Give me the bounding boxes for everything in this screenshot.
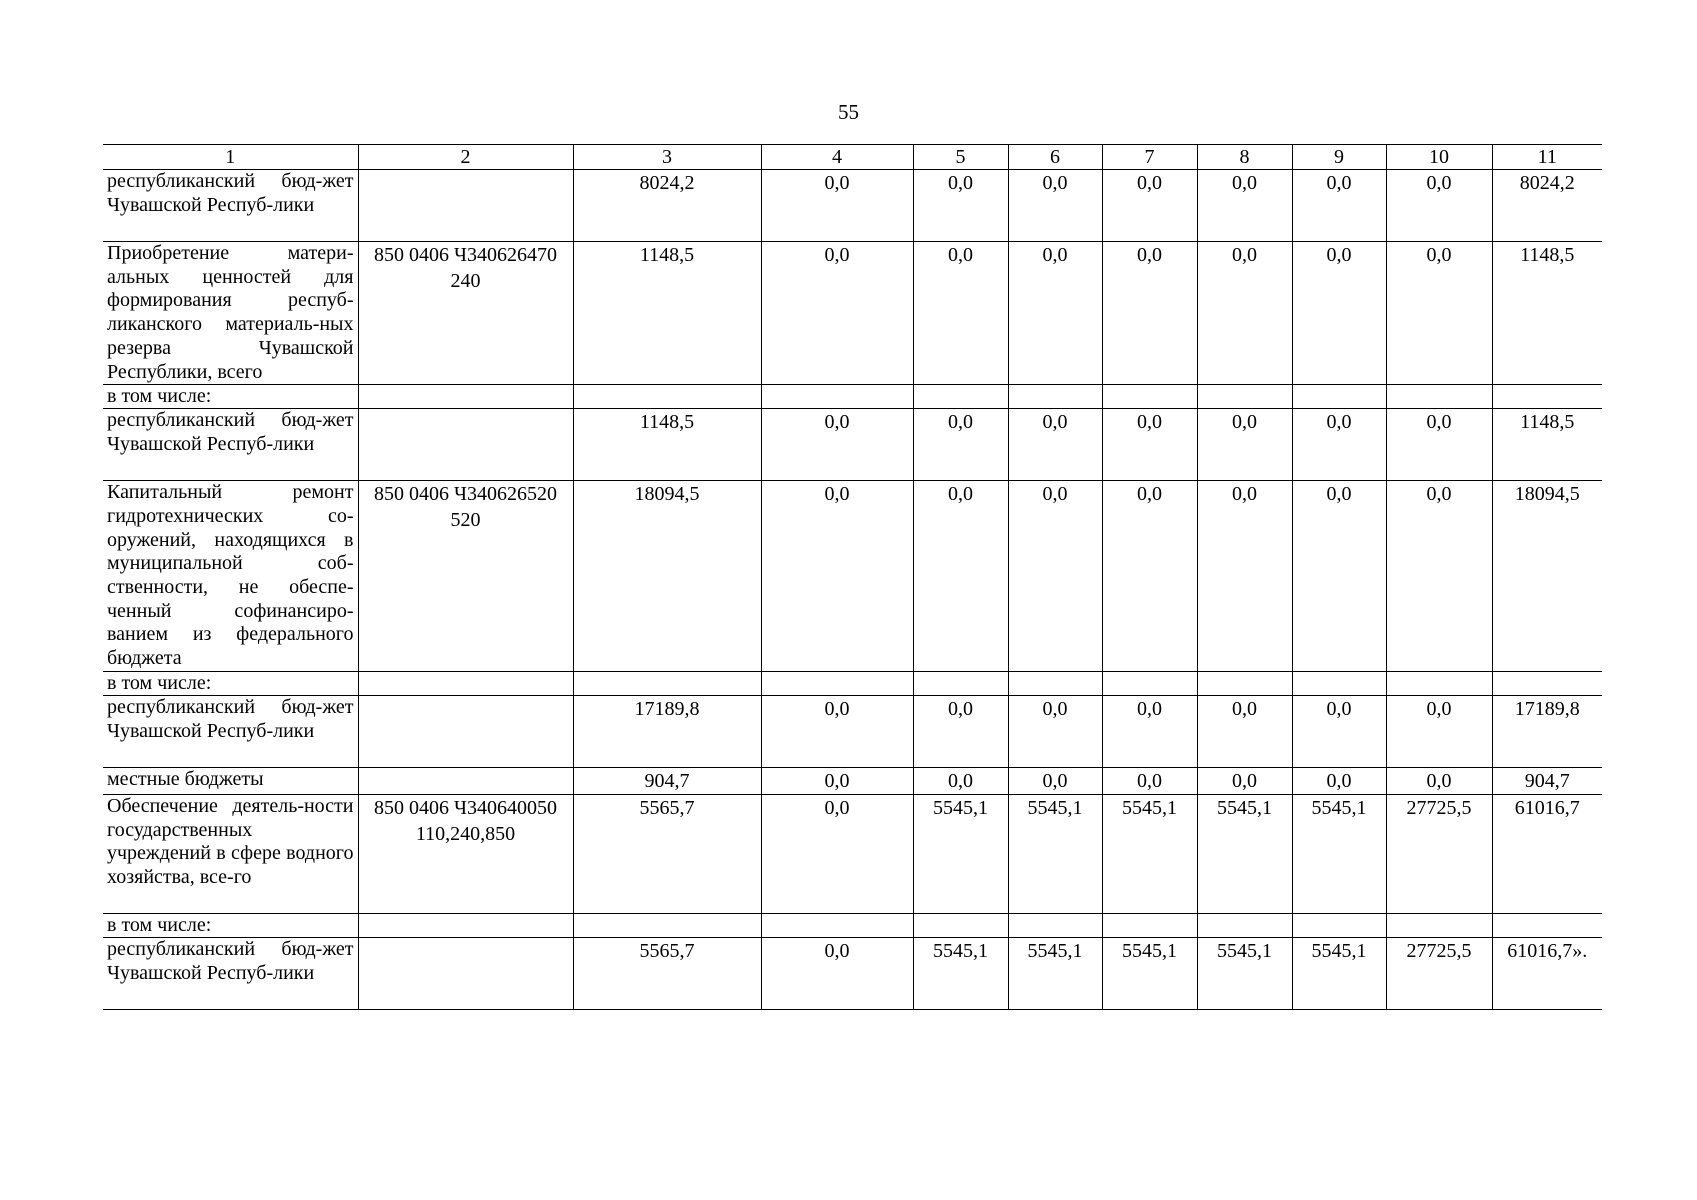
value-cell — [1102, 385, 1197, 409]
value-cell: 0,0 — [1197, 767, 1292, 794]
value-cell: 18094,5 — [573, 481, 761, 672]
column-header: 11 — [1492, 145, 1602, 170]
value-cell — [1197, 671, 1292, 695]
value-cell: 0,0 — [1008, 695, 1102, 767]
table-body — [103, 170, 1602, 1010]
value-cell: 0,0 — [1102, 767, 1197, 794]
value-cell — [1008, 385, 1102, 409]
value-cell: 0,0 — [913, 767, 1008, 794]
value-cell: 0,0 — [913, 409, 1008, 481]
value-cell: 0,0 — [913, 695, 1008, 767]
row-code-cell: 850 0406 Ч340626520 520 — [358, 481, 573, 672]
row-name-cell: местные бюджеты — [103, 767, 358, 794]
value-cell — [1292, 913, 1386, 937]
value-cell — [1292, 671, 1386, 695]
value-cell: 0,0 — [761, 409, 913, 481]
value-cell — [1492, 385, 1602, 409]
column-header: 7 — [1102, 145, 1197, 170]
value-cell: 0,0 — [1386, 242, 1492, 385]
column-header: 8 — [1197, 145, 1292, 170]
column-header: 10 — [1386, 145, 1492, 170]
header-row — [103, 145, 1602, 170]
row-code-cell — [358, 385, 573, 409]
value-cell: 0,0 — [1292, 170, 1386, 242]
row-name-cell: в том числе: — [103, 671, 358, 695]
row-code-cell — [358, 671, 573, 695]
value-cell: 5545,1 — [1008, 794, 1102, 913]
value-cell: 0,0 — [1386, 481, 1492, 672]
value-cell — [1292, 385, 1386, 409]
value-cell: 0,0 — [1292, 695, 1386, 767]
value-cell: 1148,5 — [573, 409, 761, 481]
value-cell: 17189,8 — [1492, 695, 1602, 767]
row-code-cell — [358, 170, 573, 242]
value-cell: 0,0 — [1008, 767, 1102, 794]
value-cell: 0,0 — [1102, 481, 1197, 672]
value-cell: 1148,5 — [573, 242, 761, 385]
value-cell: 0,0 — [761, 242, 913, 385]
table-row — [103, 695, 1602, 767]
value-cell: 0,0 — [1197, 481, 1292, 672]
value-cell: 0,0 — [1008, 242, 1102, 385]
value-cell — [573, 671, 761, 695]
value-cell: 0,0 — [1102, 242, 1197, 385]
value-cell — [1102, 913, 1197, 937]
value-cell: 0,0 — [1008, 170, 1102, 242]
value-cell: 5545,1 — [913, 794, 1008, 913]
value-cell: 0,0 — [1197, 170, 1292, 242]
table-row — [103, 170, 1602, 242]
value-cell: 0,0 — [761, 481, 913, 672]
value-cell — [1008, 671, 1102, 695]
value-cell: 5545,1 — [1292, 794, 1386, 913]
value-cell: 27725,5 — [1386, 937, 1492, 1009]
value-cell: 0,0 — [1102, 170, 1197, 242]
row-name-cell: в том числе: — [103, 385, 358, 409]
column-header: 6 — [1008, 145, 1102, 170]
value-cell: 5565,7 — [573, 794, 761, 913]
column-header: 3 — [573, 145, 761, 170]
value-cell: 1148,5 — [1492, 409, 1602, 481]
value-cell — [1197, 385, 1292, 409]
value-cell: 0,0 — [1008, 409, 1102, 481]
column-header: 2 — [358, 145, 573, 170]
value-cell: 0,0 — [761, 937, 913, 1009]
value-cell: 5545,1 — [913, 937, 1008, 1009]
value-cell — [913, 385, 1008, 409]
value-cell: 5545,1 — [1102, 794, 1197, 913]
table-row — [103, 409, 1602, 481]
value-cell — [1492, 671, 1602, 695]
value-cell: 0,0 — [1197, 409, 1292, 481]
column-header: 9 — [1292, 145, 1386, 170]
table-row — [103, 385, 1602, 409]
row-code-cell: 850 0406 Ч340640050 110,240,850 — [358, 794, 573, 913]
value-cell: 0,0 — [913, 242, 1008, 385]
row-name-cell: Обеспечение деятель-ности государственных учреждений в сфере водного хозяйства, все-го — [103, 794, 358, 913]
table-row — [103, 671, 1602, 695]
value-cell — [1008, 913, 1102, 937]
column-header: 5 — [913, 145, 1008, 170]
column-header: 4 — [761, 145, 913, 170]
table-row — [103, 242, 1602, 385]
value-cell: 61016,7». — [1492, 937, 1602, 1009]
value-cell: 5565,7 — [573, 937, 761, 1009]
value-cell: 0,0 — [1292, 242, 1386, 385]
row-name-cell: в том числе: — [103, 913, 358, 937]
value-cell — [1102, 671, 1197, 695]
row-name-cell: республиканский бюд-жет Чувашской Респуб-лики — [103, 695, 358, 767]
value-cell: 0,0 — [1292, 767, 1386, 794]
row-name-cell: республиканский бюд-жет Чувашской Респуб-лики — [103, 937, 358, 1009]
value-cell: 0,0 — [1386, 409, 1492, 481]
value-cell: 18094,5 — [1492, 481, 1602, 672]
row-name-cell: республиканский бюд-жет Чувашской Респуб-лики — [103, 409, 358, 481]
value-cell — [1386, 913, 1492, 937]
row-code-cell — [358, 913, 573, 937]
value-cell: 5545,1 — [1197, 937, 1292, 1009]
budget-table — [103, 144, 1602, 1010]
row-code-cell — [358, 937, 573, 1009]
value-cell — [573, 913, 761, 937]
value-cell: 0,0 — [1102, 695, 1197, 767]
row-code-cell — [358, 695, 573, 767]
value-cell: 0,0 — [913, 170, 1008, 242]
value-cell: 0,0 — [761, 695, 913, 767]
value-cell: 5545,1 — [1292, 937, 1386, 1009]
column-header: 1 — [103, 145, 358, 170]
value-cell — [913, 671, 1008, 695]
value-cell: 1148,5 — [1492, 242, 1602, 385]
value-cell: 27725,5 — [1386, 794, 1492, 913]
value-cell — [573, 385, 761, 409]
table-row — [103, 794, 1602, 913]
value-cell: 61016,7 — [1492, 794, 1602, 913]
row-name-cell: республиканский бюд-жет Чувашской Респуб-лики — [103, 170, 358, 242]
value-cell: 0,0 — [1386, 695, 1492, 767]
row-code-cell: 850 0406 Ч340626470 240 — [358, 242, 573, 385]
value-cell: 8024,2 — [573, 170, 761, 242]
value-cell: 0,0 — [1386, 767, 1492, 794]
value-cell: 904,7 — [1492, 767, 1602, 794]
value-cell: 904,7 — [573, 767, 761, 794]
value-cell: 0,0 — [1008, 481, 1102, 672]
value-cell: 0,0 — [913, 481, 1008, 672]
value-cell: 0,0 — [1102, 409, 1197, 481]
value-cell: 0,0 — [761, 767, 913, 794]
row-code-cell — [358, 767, 573, 794]
value-cell: 5545,1 — [1102, 937, 1197, 1009]
value-cell: 0,0 — [1386, 170, 1492, 242]
table-row — [103, 767, 1602, 794]
value-cell: 0,0 — [1197, 695, 1292, 767]
row-code-cell — [358, 409, 573, 481]
value-cell — [761, 385, 913, 409]
value-cell: 5545,1 — [1008, 937, 1102, 1009]
value-cell — [1197, 913, 1292, 937]
value-cell — [913, 913, 1008, 937]
value-cell: 17189,8 — [573, 695, 761, 767]
value-cell — [1386, 385, 1492, 409]
value-cell: 8024,2 — [1492, 170, 1602, 242]
row-name-cell: Приобретение матери-альных ценностей для формирования респуб-ликанского материаль-ных резерва Чувашской Республики, всего — [103, 242, 358, 385]
table-row — [103, 913, 1602, 937]
value-cell — [1492, 913, 1602, 937]
value-cell — [761, 913, 913, 937]
value-cell: 0,0 — [1292, 409, 1386, 481]
value-cell — [1386, 671, 1492, 695]
value-cell — [761, 671, 913, 695]
table-row — [103, 937, 1602, 1009]
table-row — [103, 481, 1602, 672]
value-cell: 0,0 — [1197, 242, 1292, 385]
value-cell: 0,0 — [761, 794, 913, 913]
page-number: 55 — [838, 100, 859, 124]
value-cell: 0,0 — [1292, 481, 1386, 672]
value-cell: 5545,1 — [1197, 794, 1292, 913]
value-cell: 0,0 — [761, 170, 913, 242]
row-name-cell: Капитальный ремонт гидротехнических со-оружений, находящихся в муниципальной соб-ственности, не обеспе-ченный софинансиро-ванием из федерального бюджета — [103, 481, 358, 672]
